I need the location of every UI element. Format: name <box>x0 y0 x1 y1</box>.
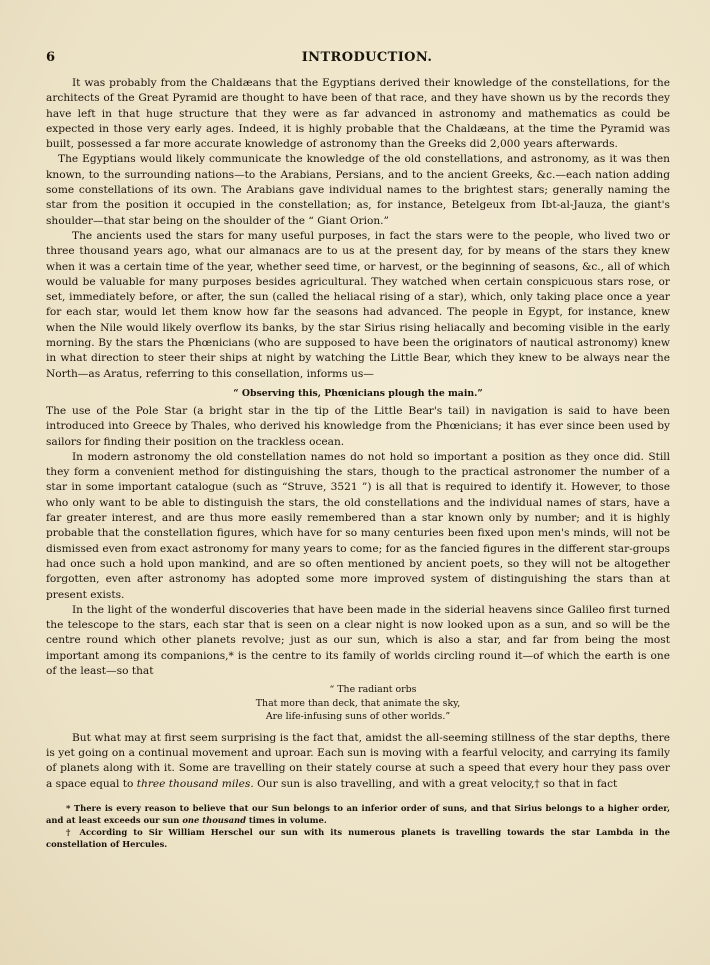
page-header <box>46 50 670 70</box>
page-number: 6 <box>46 50 56 65</box>
body-text <box>46 76 670 792</box>
text-run: * There is every reason to believe that our Sun belongs to an inferior order of suns, and that Sirius belongs to a higher order, and at least exceeds our sun <box>46 802 670 825</box>
verse-line: That more than deck, that animate the sky, <box>255 697 461 709</box>
text-run: But what may at first seem surprising is the fact that, amidst the all-seeming stillness of the star depths, there is yet going on a continual movement and uproar. Each sun is moving with a fearful velocity, and carrying its family of planets along with it. Some are travelling on their stately course at such a speed that every hour they pass over a space equal to <box>46 731 670 790</box>
aratus-quote: “ Observing this, Phœnicians plough the main.” <box>233 387 483 399</box>
paragraph-star-motion <box>46 731 670 792</box>
running-head: INTRODUCTION. <box>301 50 433 65</box>
verse-block <box>46 683 670 724</box>
paragraph-galileo: In the light of the wonderful discoveries that have been made in the siderial heavens since Galileo first turned the telescope to the stars, each star that is seen on a clear night is now looked upon as a sun, and so will be the centre round which other planets revolve; just as our sun, which is also a star, and far from being the most important among its companions,* is the centre to its family of worlds circling round it—of which the earth is one of the least—so that <box>46 603 670 677</box>
paragraph-pole-star: The use of the Pole Star (a bright star in the tip of the Little Bear's tail) in navigation is said to have been introduced into Greece by Thales, who derived his knowledge from the Phœnicians; it has ever since been used by sailors for finding their position on the trackless ocean. <box>46 404 670 448</box>
paragraph-ancients: The ancients used the stars for many useful purposes, in fact the stars were to the people, who lived two or three thousand years ago, what our almanacs are to us at the present day, for by means of the stars they knew when it was a certain time of the year, whether seed time, or harvest, or the beginning of seasons, &c., all of which would be valuable for many purposes besides agricultural. They watched when certain conspicuous stars rose, or set, immediately before, or after, the sun (called the heliacal rising of a star), which, only taking place once a year for each star, would let them know how far the seasons had advanced. The people in Egypt, for instance, knew when the Nile would likely overflow its banks, by the star Sirius rising heliacally and becoming visible in the early morning. By the stars the Phœnicians (who are supposed to have been the originators of nautical astronomy) knew in what direction to steer their ships at night by watching the Little Bear, which they knew to be always near the North—as Aratus, referring to this consellation, informs us— <box>46 229 670 380</box>
text-run: times in volume. <box>245 814 327 825</box>
footnote-herschel: † According to Sir William Herschel our sun with its numerous planets is travelling towards the star Lambda in the constellation of Hercules. <box>46 826 670 849</box>
paragraph-egyptians: The Egyptians would likely communicate the knowledge of the old constellations, and astronomy, as it was then known, to the surrounding nations—to the Arabians, Persians, and to the ancient Greeks, &c.—each nation adding some constellations of its own. The Arabians gave individual names to the brightest stars; generally naming the star from the position it occupied in the constellation; as, for instance, Betelgeux from Ibt-al-Jauza, the giant's shoulder—that star being on the shoulder of the “ Giant Orion.” <box>46 153 670 227</box>
text-run: Our sun is also travelling, and with a great velocity,† so that in fact <box>253 777 618 790</box>
footnote-sirius <box>46 802 670 826</box>
emphasis-text: three thousand miles. <box>136 777 254 790</box>
emphasis-text: one thousand <box>182 814 246 825</box>
verse-line: “ The radiant orbs <box>329 684 417 696</box>
verse-line: Are life-infusing suns of other worlds.” <box>265 711 451 723</box>
footnotes <box>46 802 670 850</box>
paragraph-chaldaeans: It was probably from the Chaldæans that the Egyptians derived their knowledge of the constellations, for the architects of the Great Pyramid are thought to have been of that race, and they have shown us by the records they have left in that huge structure that they were as far advanced in astronomy and mathematics as could be expected in those very early ages. Indeed, it is highly probable that the Chaldæans, at the time the Pyramid was built, possessed a far more accurate knowledge of astronomy than the Greeks did 2,000 years afterwards. <box>46 77 670 151</box>
paragraph-modern-astronomy: In modern astronomy the old constellation names do not hold so important a position as they once did. Still they form a convenient method for distinguishing the stars, though to the practical astronomer the number of a star in some important catalogue (such as “Struve, 3521 ”) is all that is required to identify it. However, to those who only want to be able to distinguish the stars, the old constellations and the individual names of stars, have a far greater interest, and are thus more easily remembered than a star known only by number; and it is highly probable that the constellation figures, which have for so many centuries been fixed upon men's minds, will not be dismissed even from exact astronomy for many years to come; for as the fancied figures in the different star-groups had once such a hold upon mankind, and are so often mentioned by ancient poets, so they will not be altogether forgotten, even after astronomy has adopted some more improved system of distinguishing the stars than at present exists. <box>46 450 670 601</box>
